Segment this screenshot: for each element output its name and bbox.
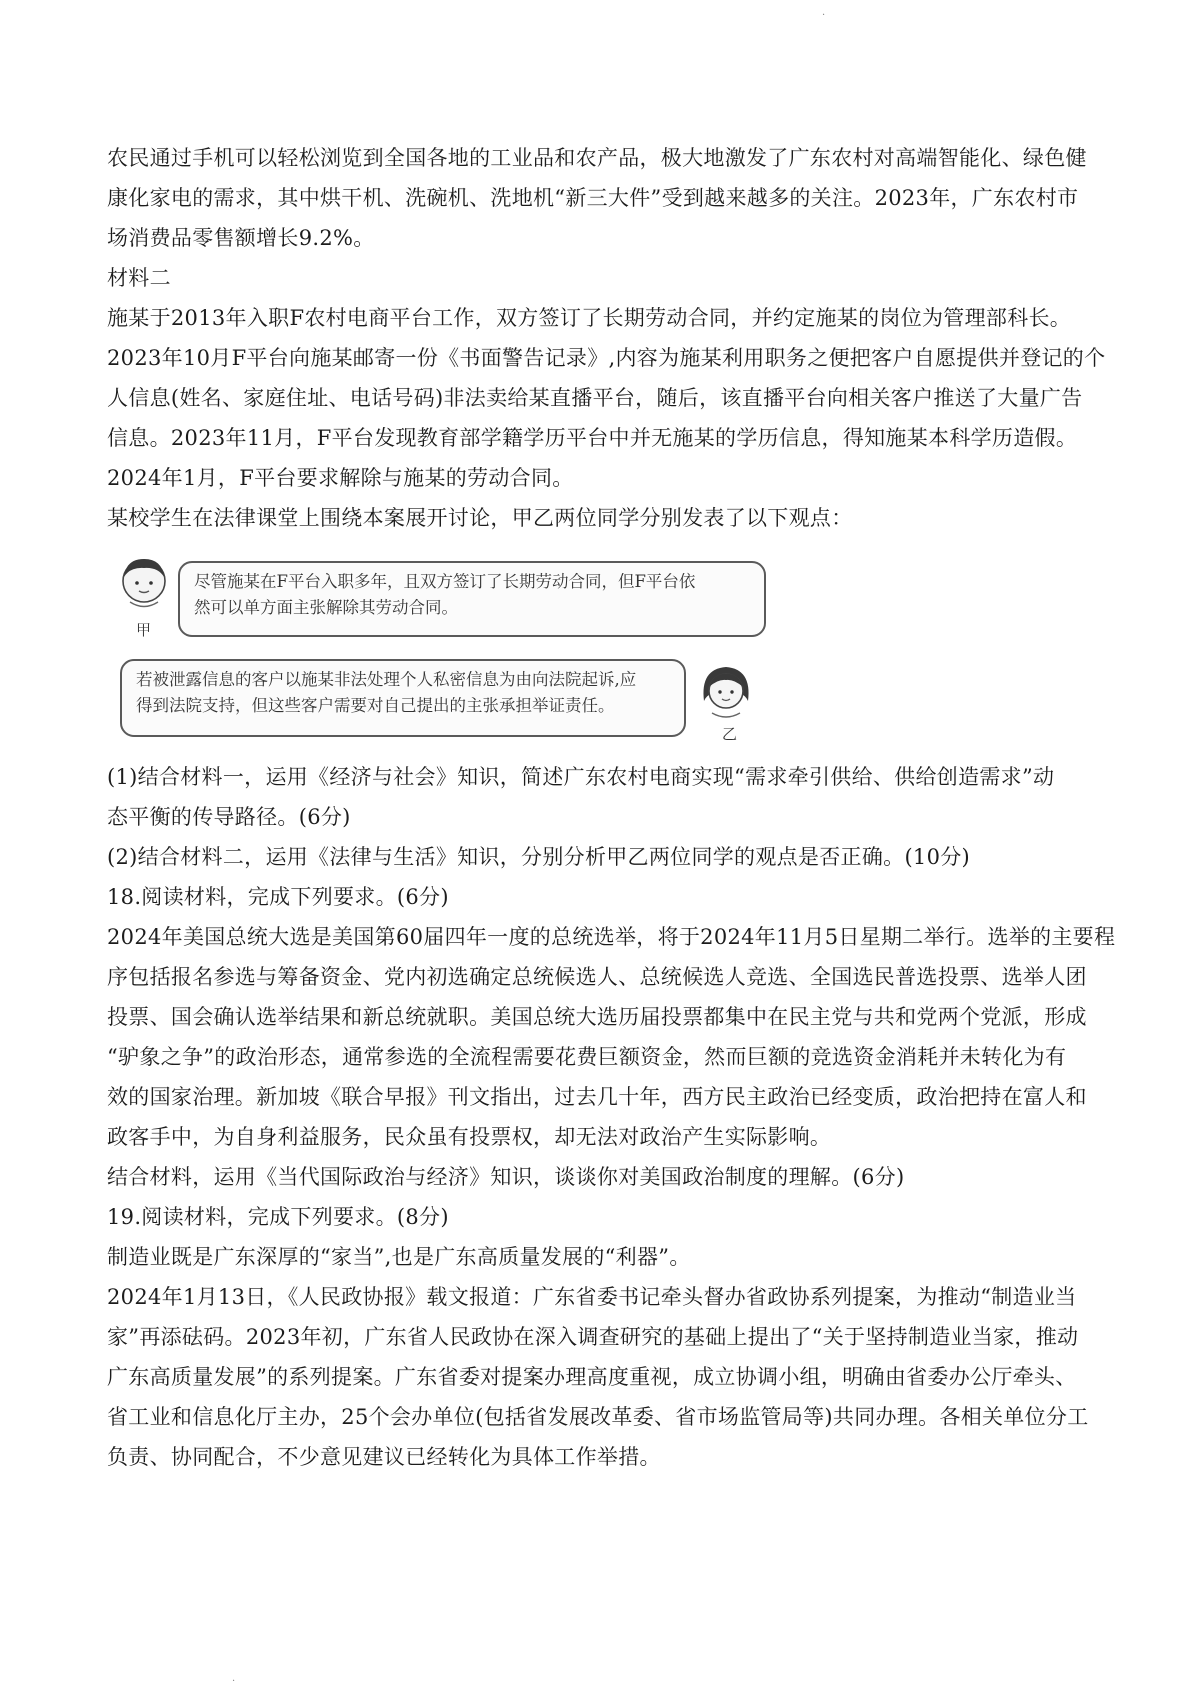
boy-avatar-icon [118,555,170,613]
scan-speck: · [232,1676,236,1687]
section-heading: 材料二 [107,266,171,290]
text-line: 某校学生在法律课堂上围绕本案展开讨论，甲乙两位同学分别发表了以下观点： [107,506,853,530]
text-line: 投票、国会确认选举结果和新总统就职。美国总统大选历届投票都集中在民主党与共和党两个党派，形成 [107,1005,1087,1029]
text-line: 2024年1月13日，《人民政协报》载文报道：广东省委书记牵头督办省政协系列提案，为推动“制造业当 [107,1285,1077,1309]
speech-bubble-yi [120,659,686,737]
scan-speck: · [822,10,826,21]
text-line: 2024年美国总统大选是美国第60届四年一度的总统选举，将于2024年11月5日星期二举行。选举的主要程 [107,925,1116,949]
text-line: 2024年1月，F平台要求解除与施某的劳动合同。 [107,466,574,490]
text-line: 家”再添砝码。2023年初，广东省人民政协在深入调查研究的基础上提出了“关于坚持制造业当家，推动 [107,1325,1079,1349]
text-line: 制造业既是广东深厚的“家当”,也是广东高质量发展的“利器”。 [107,1245,691,1269]
text-line: 负责、协同配合，不少意见建议已经转化为具体工作举措。 [107,1445,661,1469]
text-line: 农民通过手机可以轻松浏览到全国各地的工业品和农产品，极大地激发了广东农村对高端智能化、绿色健 [107,146,1087,170]
speech-bubble-jia [178,561,766,637]
dialogue-figure [118,553,768,741]
text-line: 人信息(姓名、家庭住址、电话号码)非法卖给某直播平台，随后，该直播平台向相关客户推送了大量广告 [107,386,1083,410]
speaker-label-jia: 甲 [136,621,152,639]
text-line: 广东高质量发展”的系列提案。广东省委对提案办理高度重视，成立协调小组，明确由省委办公厅牵头、 [107,1365,1077,1389]
question-line: (1)结合材料一，运用《经济与社会》知识，简述广东农村电商实现“需求牵引供给、供给创造需求”动 [107,765,1055,789]
question-line: (2)结合材料二，运用《法律与生活》知识，分别分析甲乙两位同学的观点是否正确。(10分) [107,845,971,869]
text-line: 施某于2013年入职F农村电商平台工作，双方签订了长期劳动合同，并约定施某的岗位为管理部科长。 [107,306,1072,330]
question-heading: 18.阅读材料，完成下列要求。(6分) [107,885,449,909]
text-line: 康化家电的需求，其中烘干机、洗碗机、洗地机“新三大件”受到越来越多的关注。2023年，广东农村市 [107,186,1079,210]
question-line: 态平衡的传导路径。(6分) [107,805,351,829]
text-line: 政客手中，为自身利益服务，民众虽有投票权，却无法对政治产生实际影响。 [107,1125,832,1149]
text-line: 省工业和信息化厅主办，25个会办单位(包括省发展改革委、省市场监管局等)共同办理。各相关单位分工 [107,1405,1089,1429]
speaker-label-yi: 乙 [722,725,738,743]
text-line: 场消费品零售额增长9.2%。 [107,226,375,250]
text-line: 信息。2023年11月，F平台发现教育部学籍学历平台中并无施某的学历信息，得知施某本科学历造假。 [107,426,1078,450]
bubble-text: 然可以单方面主张解除其劳动合同。 [194,598,458,617]
girl-avatar-icon [698,661,754,721]
question-line: 结合材料，运用《当代国际政治与经济》知识，谈谈你对美国政治制度的理解。(6分) [107,1165,905,1189]
bubble-text: 尽管施某在F平台入职多年，且双方签订了长期劳动合同，但F平台依 [194,572,696,591]
question-heading: 19.阅读材料，完成下列要求。(8分) [107,1205,449,1229]
text-line: 2023年10月F平台向施某邮寄一份《书面警告记录》,内容为施某利用职务之便把客户自愿提供并登记的个 [107,346,1106,370]
text-line: 效的国家治理。新加坡《联合早报》刊文指出，过去几十年，西方民主政治已经变质，政治把持在富人和 [107,1085,1087,1109]
bubble-text: 若被泄露信息的客户以施某非法处理个人私密信息为由向法院起诉,应 [136,670,637,689]
text-line: “驴象之争”的政治形态，通常参选的全流程需要花费巨额资金，然而巨额的竞选资金消耗并未转化为有 [107,1045,1067,1069]
text-line: 序包括报名参选与筹备资金、党内初选确定总统候选人、总统候选人竞选、全国选民普选投票、选举人团 [107,965,1087,989]
bubble-text: 得到法院支持，但这些客户需要对自己提出的主张承担举证责任。 [136,696,615,715]
